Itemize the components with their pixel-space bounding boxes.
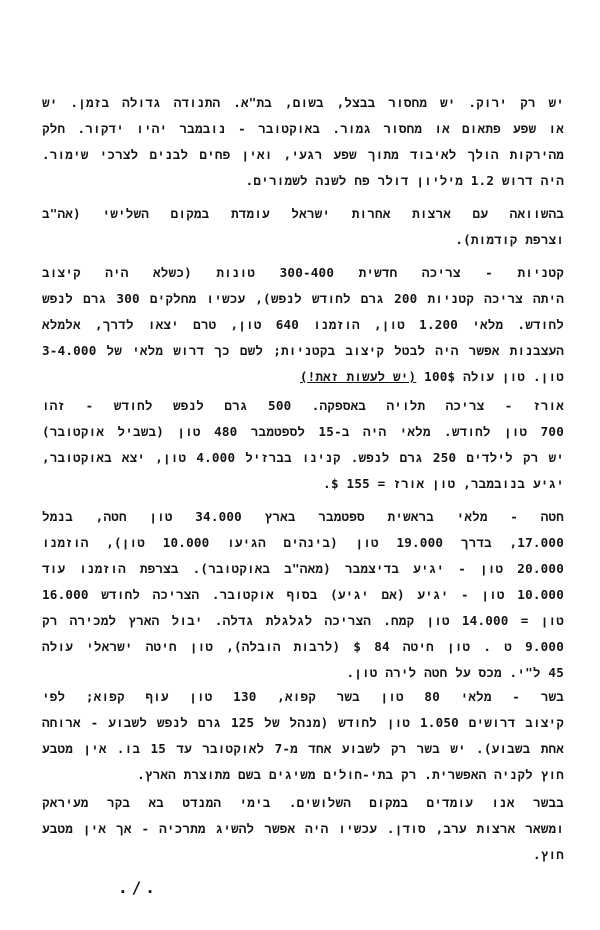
text-line: או שפע פתאום או מחסור גמור. באוקטובר - נובמבר יהיו ידקור. חלק bbox=[42, 121, 564, 136]
text-line: קטניות - צריכה חדשית 300-400 טונות (כשלא היה קיצוב bbox=[42, 265, 564, 280]
text-line: 10.000 טון - יגיע (אם יגיע) בסוף אוקטובר. הצריכה לחודש 16.000 bbox=[42, 587, 564, 602]
text-line: אחת בשבוע). יש בשר רק לשבוע אחד מ-7 לאוקטובר עד 15 בו. אין מטבע bbox=[42, 741, 564, 756]
text-line: העצבנות אפשר היה לבטל קיצוב בקטניות; לשם כך דרוש מלאי של 3-4.000 bbox=[42, 343, 564, 358]
paragraph-cattle bbox=[42, 792, 564, 866]
text-line: 9.000 ט . טון חיטה 84 $ (לרבות הובלה), טון חיטה ישראלי עולה bbox=[42, 639, 564, 654]
paragraph-rice bbox=[42, 395, 564, 495]
text-line: יש רק לילדים 250 גרם לנפש. קנינו בברזיל 4.000 טון, יצא באוקטובר, bbox=[42, 450, 565, 465]
text-line: חטה - מלאי בראשית ספטמבר בארץ 34.000 טון חטה, בנמל bbox=[42, 509, 564, 524]
text-line bbox=[42, 366, 564, 388]
paragraph-meat bbox=[42, 686, 564, 786]
text-line: בהשוואה עם ארצות אחרות ישראל עומדת במקום השלישי (אה"ב bbox=[42, 206, 564, 221]
text-line: חוץ לקניה האפשרית. רק בתי-חולים משיגים בשם מתוצרת הארץ. bbox=[137, 767, 564, 782]
text-line: 45 ל"י. מכס על חטה לירה טון. bbox=[346, 665, 564, 680]
text-line: אורז - צריכה תלויה באספקה. 500 גרם לנפש לחודש - זהו bbox=[42, 398, 564, 413]
text-line: 700 טון לחודש. מלאי היה ב-15 לספטמבר 480 טון (בשביל אוקטובר) bbox=[42, 424, 564, 439]
text-line: היתה צריכה קטניות 200 גרם לחודש לנפש), עכשיו מחלקים 300 גרם לנפש bbox=[42, 291, 564, 306]
text-line: יגיע בנובמבר, טון אורז = 155 $. bbox=[323, 476, 564, 491]
paragraph-greens bbox=[42, 92, 564, 192]
text-line: יש רק ירוק. יש מחסור בבצל, בשום, בת"א. התנודה גדולה בזמן. יש bbox=[42, 95, 564, 110]
paragraph-wheat bbox=[42, 506, 564, 684]
underlined-note: (יש לעשות זאת!) bbox=[299, 369, 417, 384]
paragraph-comparison bbox=[42, 203, 564, 251]
text-line: 20.000 טון - יגיע בדיצמבר (מאה"ב באוקטובר). בצרפת הוזמנו עוד bbox=[42, 561, 564, 576]
paragraph-legumes bbox=[42, 262, 564, 388]
text-line: קיצוב דרושים 1.050 טון לחודש (מנהל של 125 גרם לנפש לשבוע - ארוחה bbox=[42, 715, 564, 730]
text-line: מהירקות הולך לאיבוד מתוך שפע רגעי, ואין פחים לבנים לצרכי שימור. bbox=[42, 147, 564, 162]
text-line: ומשאר ארצות ערב, סודן. עכשיו היה אפשר להשיג מתרכיה - אך אין מטבע bbox=[42, 821, 564, 836]
text-line: בשר - מלאי 80 טון בשר קפוא, 130 טון עוף קפוא; לפי bbox=[42, 689, 564, 704]
text-line: חוץ. bbox=[532, 847, 564, 862]
text-line: טון = 14.000 טון קמח. הצריכה לגלגלת גדלה. יבול הארץ למכירה רק bbox=[42, 613, 564, 628]
text-line: וצרפת קודמות). bbox=[455, 232, 564, 247]
text-line: לחודש. מלאי 1.200 טון, הוזמנו 640 טון, טרם יצאו לדרך, אלמלא bbox=[42, 317, 564, 332]
text-line: בבשר אנו עומדים במקום השלושים. בימי המנדט בא בקר מעיראק bbox=[42, 795, 564, 810]
text-line: היה דרוש 1.2 מיליון דולר פח לשנה לשמורים. bbox=[245, 173, 564, 188]
text-line: 17.000, בדרך 19.000 טון (בינהים הגיעו 10.000 טון), הוזמנו bbox=[42, 535, 564, 550]
page-marker: ./. bbox=[118, 878, 159, 897]
text-span: טון. טון עולה 100$ bbox=[416, 369, 564, 384]
